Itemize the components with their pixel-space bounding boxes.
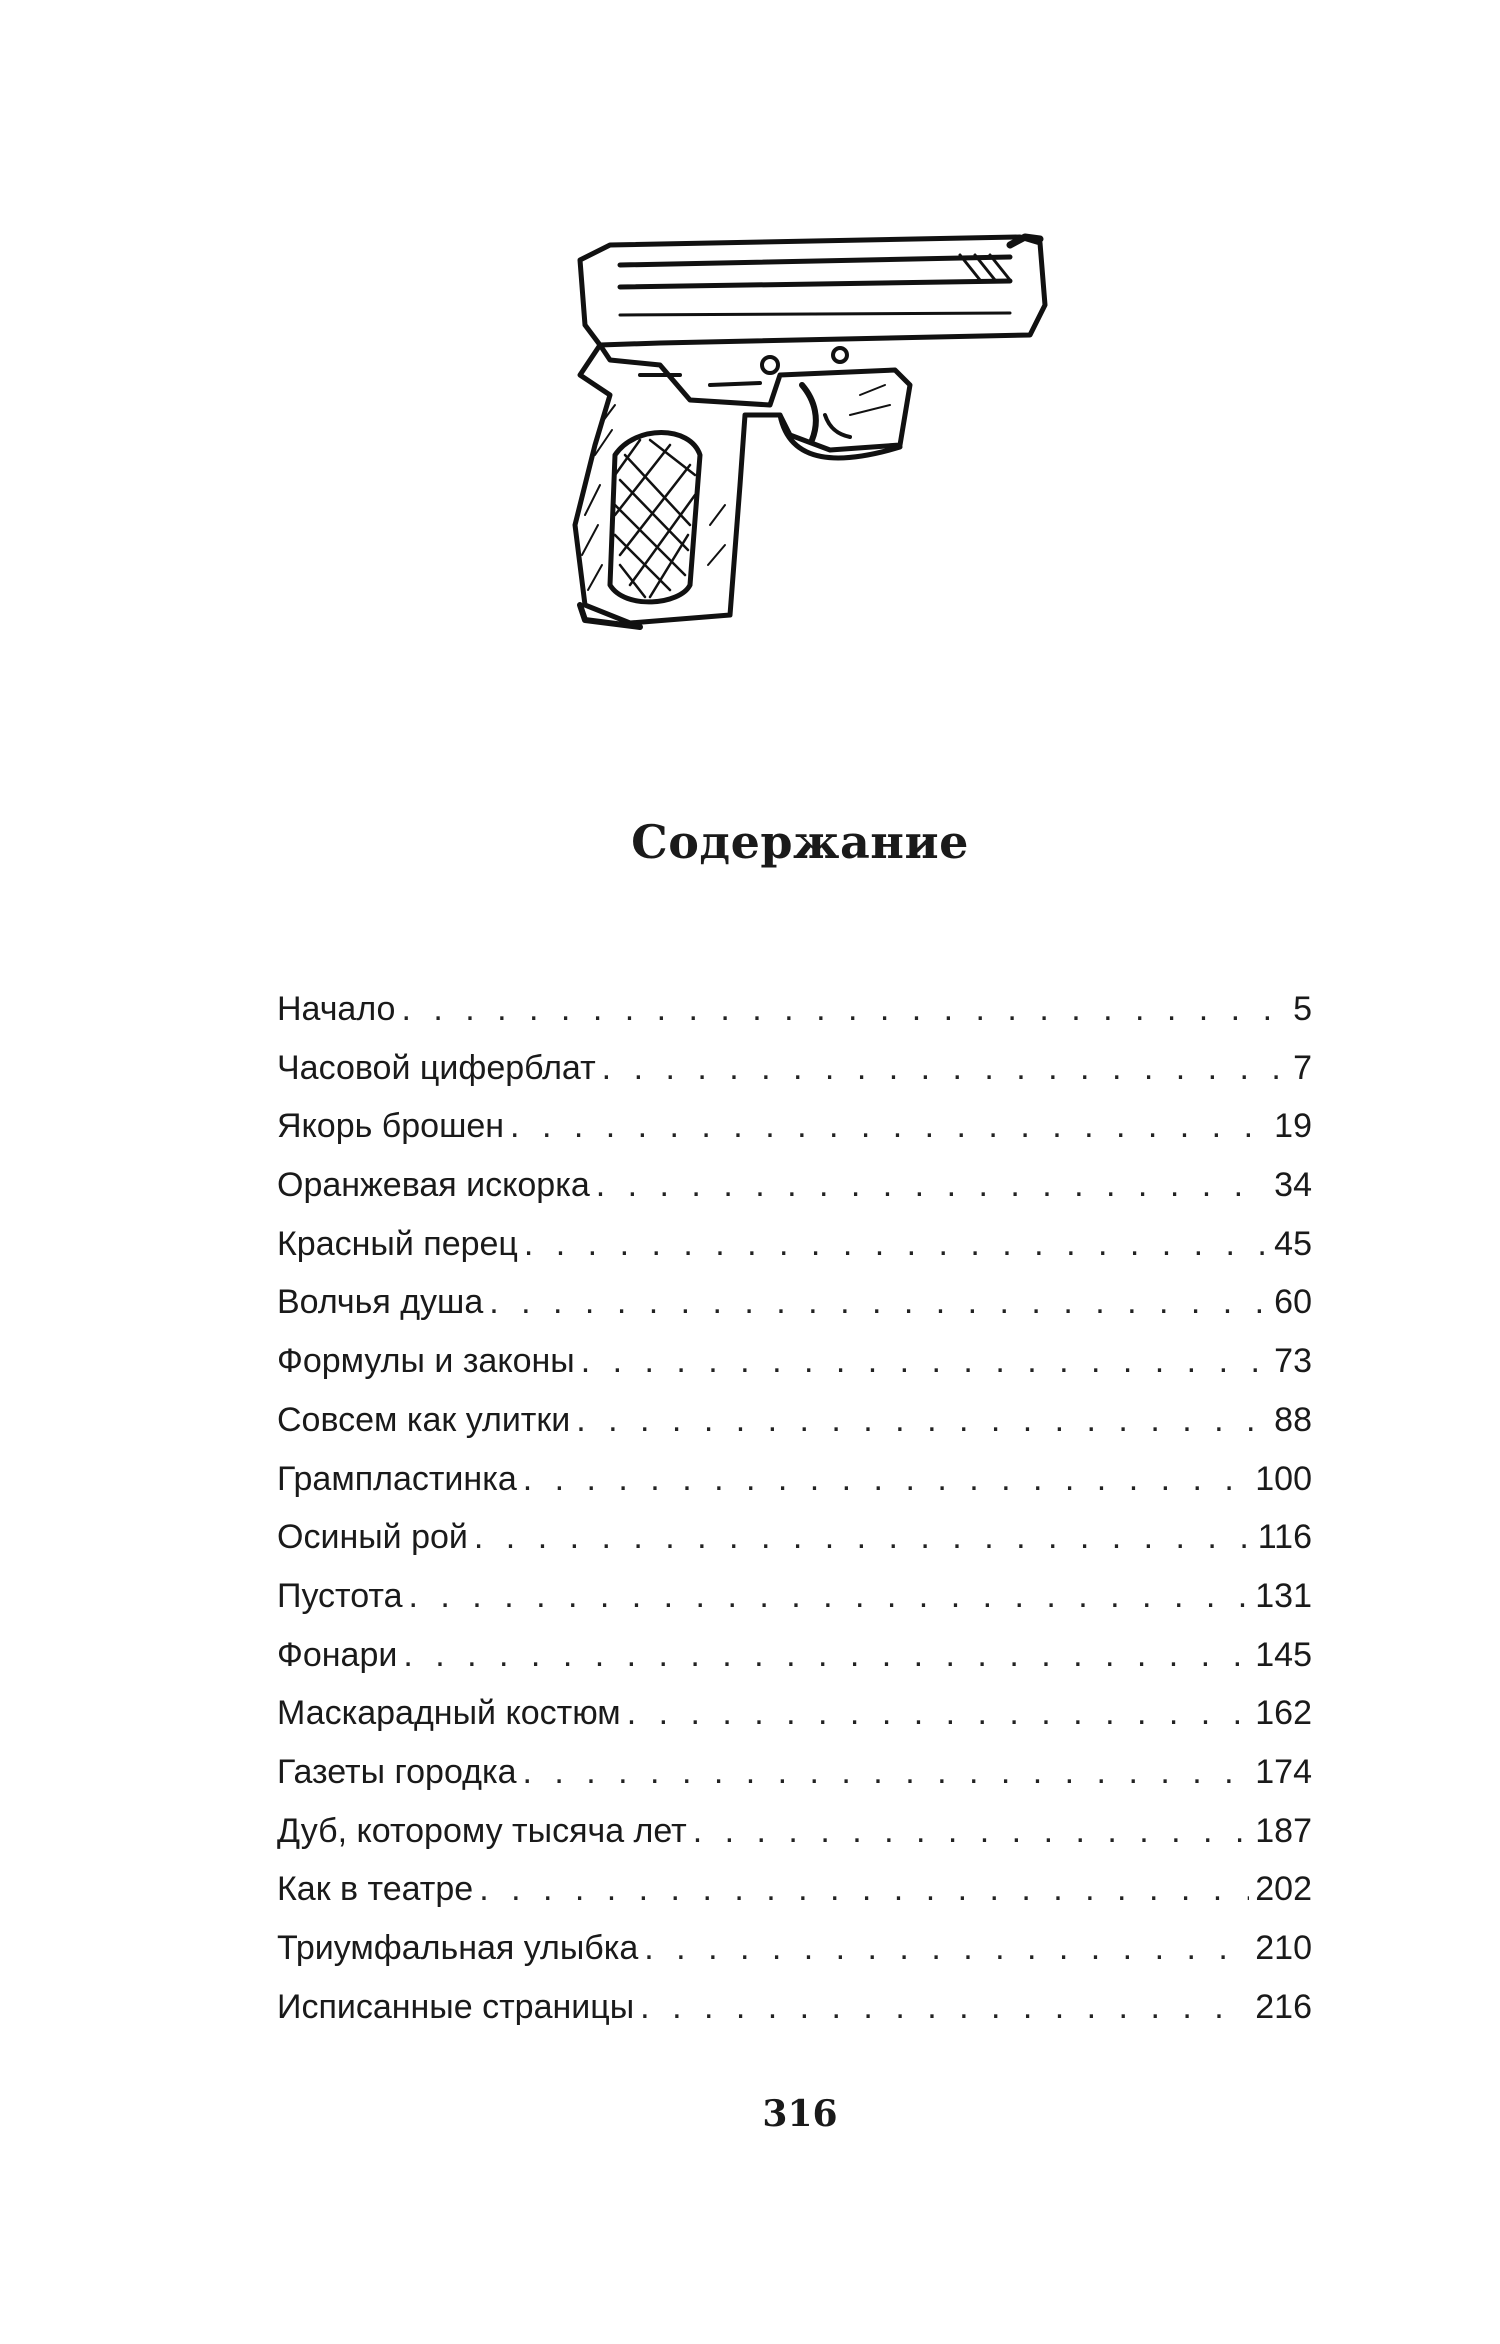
- dot-leader: [576, 1401, 1268, 1440]
- toc-entry-page: 5: [1293, 990, 1312, 1028]
- toc-entry: [277, 1577, 1312, 1636]
- toc-entry-page: 88: [1274, 1400, 1312, 1439]
- toc-entry: [277, 1225, 1312, 1284]
- toc-entry-page: 145: [1255, 1635, 1312, 1674]
- dot-leader: [627, 1694, 1250, 1733]
- toc-entry: [277, 1460, 1312, 1519]
- toc-entry-page: 210: [1255, 1929, 1312, 1967]
- toc-entry-title: Часовой циферблат: [277, 1048, 596, 1087]
- dot-leader: [403, 1636, 1249, 1675]
- toc-entry: [277, 1988, 1312, 2047]
- table-of-contents: [277, 990, 1312, 2046]
- page-title: Содержание: [631, 815, 969, 869]
- dot-leader: [409, 1577, 1250, 1616]
- toc-entry-title: Формулы и законы: [277, 1342, 575, 1381]
- toc-entry: [277, 1694, 1312, 1753]
- toc-entry-title: Красный перец: [277, 1224, 518, 1263]
- toc-entry-title: Как в театре: [277, 1870, 474, 1909]
- page-number: 316: [762, 2093, 838, 2135]
- dot-leader: [693, 1812, 1250, 1851]
- dot-leader: [602, 1049, 1287, 1088]
- toc-entry-title: Совсем как улитки: [277, 1400, 571, 1439]
- toc-entry-page: 60: [1274, 1283, 1312, 1322]
- dot-leader: [640, 1988, 1249, 2027]
- toc-entry-page: 34: [1274, 1166, 1312, 1205]
- toc-entry-title: Грампластинка: [277, 1459, 517, 1498]
- toc-entry: [277, 1870, 1312, 1929]
- toc-entry: [277, 1166, 1312, 1225]
- toc-entry: [277, 1929, 1312, 1988]
- pistol-icon: [540, 225, 1080, 645]
- toc-entry-page: 131: [1255, 1576, 1312, 1615]
- dot-leader: [474, 1518, 1252, 1557]
- toc-entry: [277, 1401, 1312, 1460]
- dot-leader: [524, 1225, 1268, 1264]
- toc-entry-page: 202: [1255, 1870, 1312, 1909]
- toc-entry-title: Газеты городка: [277, 1752, 517, 1791]
- toc-entry-title: Осиный рой: [277, 1518, 468, 1557]
- toc-entry-title: Якорь брошен: [277, 1107, 505, 1146]
- toc-entry-page: 45: [1274, 1224, 1312, 1263]
- toc-entry-title: Фонари: [277, 1635, 398, 1674]
- toc-entry-page: 116: [1257, 1518, 1312, 1557]
- dot-leader: [596, 1166, 1268, 1205]
- toc-entry-title: Дуб, которому тысяча лет: [277, 1811, 687, 1850]
- dot-leader: [510, 1107, 1268, 1146]
- toc-entry-page: 19: [1274, 1107, 1312, 1146]
- toc-entry-page: 100: [1255, 1459, 1312, 1498]
- dot-leader: [489, 1283, 1268, 1322]
- toc-entry-title: Маскарадный костюм: [277, 1694, 621, 1733]
- dot-leader: [644, 1929, 1249, 1968]
- toc-entry-title: Начало: [277, 990, 396, 1028]
- toc-entry-page: 174: [1255, 1752, 1312, 1791]
- toc-entry: [277, 1107, 1312, 1166]
- dot-leader: [523, 1460, 1250, 1499]
- toc-entry-title: Пустота: [277, 1576, 403, 1615]
- dot-leader: [479, 1870, 1249, 1909]
- toc-entry: [277, 1753, 1312, 1812]
- toc-entry-page: 216: [1255, 1987, 1312, 2026]
- toc-entry: [277, 1049, 1312, 1108]
- dot-leader: [401, 990, 1287, 1029]
- toc-entry-page: 162: [1255, 1694, 1312, 1733]
- toc-entry-title: Триумфальная улыбка: [277, 1929, 639, 1967]
- dot-leader: [581, 1342, 1268, 1381]
- toc-entry-title: Исписанные страницы: [277, 1987, 635, 2026]
- toc-entry-title: Оранжевая искорка: [277, 1166, 590, 1205]
- toc-entry-page: 187: [1255, 1811, 1312, 1850]
- toc-entry: [277, 990, 1312, 1049]
- toc-entry-title: Волчья душа: [277, 1283, 484, 1322]
- dot-leader: [522, 1753, 1249, 1792]
- toc-entry: [277, 1283, 1312, 1342]
- toc-entry: [277, 1636, 1312, 1695]
- toc-entry: [277, 1342, 1312, 1401]
- toc-entry: [277, 1812, 1312, 1871]
- toc-entry: [277, 1518, 1312, 1577]
- toc-entry-page: 73: [1274, 1342, 1312, 1381]
- toc-entry-page: 7: [1293, 1048, 1312, 1087]
